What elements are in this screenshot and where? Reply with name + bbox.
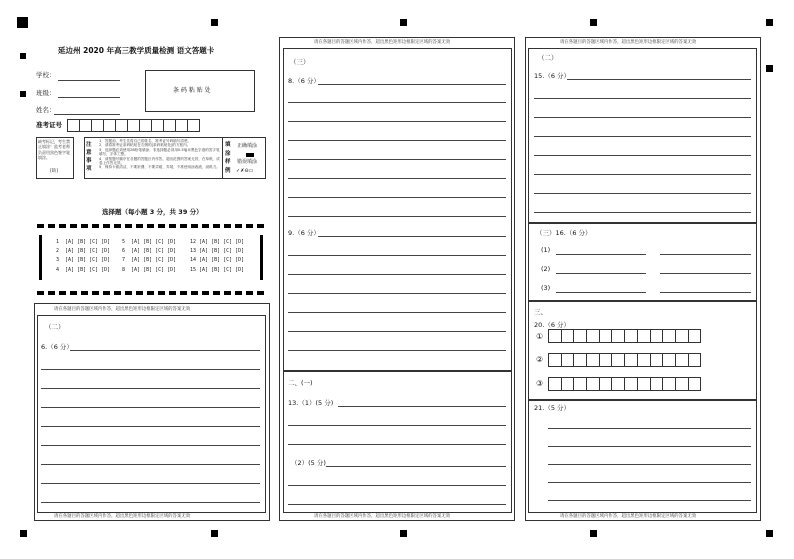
answer-line[interactable] <box>41 483 260 484</box>
registration-mark <box>766 530 773 537</box>
notice-text: 请在各题目的答题区域内作答，超出黑色矩形边框限定区域的答案无效 <box>54 514 191 519</box>
answer-frame-col2-bottom <box>283 371 512 513</box>
answer-line[interactable] <box>288 255 506 256</box>
question-13-1-label: 13.（1）(5 分) <box>288 399 334 407</box>
answer-line[interactable] <box>660 273 751 274</box>
choice-border-left <box>39 235 42 280</box>
answer-line[interactable] <box>548 500 751 501</box>
choice-border-top <box>37 224 266 228</box>
registration-mark <box>20 53 26 59</box>
notice-text: 请在各题目的答题区域内作答，超出黑色矩形边框限定区域的答案无效 <box>560 40 697 45</box>
answer-line[interactable] <box>326 466 506 467</box>
answer-line[interactable] <box>534 155 751 156</box>
registration-mark <box>20 91 26 97</box>
answer-line[interactable] <box>567 79 751 80</box>
answer-line[interactable] <box>41 388 260 389</box>
registration-mark <box>211 19 218 26</box>
q16-item: (1) <box>541 246 551 254</box>
section-label: （三） <box>290 58 310 66</box>
section-label: 三、 <box>534 308 547 316</box>
name-field[interactable] <box>54 114 120 115</box>
divider <box>222 137 223 179</box>
answer-line[interactable] <box>660 254 751 255</box>
barcode-label: 条 码 粘 贴 处 <box>173 87 211 94</box>
answer-line[interactable] <box>41 426 260 427</box>
answer-line[interactable] <box>534 212 751 213</box>
q16-item: (2) <box>541 265 551 273</box>
exam-number-label: 准考证号 <box>36 121 62 129</box>
question-20-label: 20.（6 分） <box>534 321 571 329</box>
name-label: 姓名： <box>36 106 56 114</box>
answer-line[interactable] <box>556 254 646 255</box>
class-field[interactable] <box>58 97 120 98</box>
answer-line[interactable] <box>660 292 751 293</box>
answer-line[interactable] <box>41 445 260 446</box>
answer-line[interactable] <box>534 174 751 175</box>
note-item: 1．答题前，考生先将自己的姓名、准考证号码填写清楚。 <box>99 139 192 143</box>
section-label: 二、(一) <box>288 379 313 387</box>
note-item: 5．保持卡面清洁，不要折叠、不要弄破、弄皱，不准使用涂改液、刮纸刀。 <box>99 165 220 170</box>
answer-line[interactable] <box>70 350 260 351</box>
registration-mark <box>20 530 27 537</box>
notice-text: 请在各题目的答题区域内作答，超出黑色矩形边框限定区域的答案无效 <box>314 40 451 45</box>
note-item: 2．请将准考证条码粘贴在右侧的[条码粘贴处]的方框内。 <box>99 143 191 148</box>
fill-correct-sample <box>246 153 254 157</box>
registration-mark <box>17 17 28 28</box>
answer-line[interactable] <box>548 428 751 429</box>
registration-mark <box>400 530 407 537</box>
notice-text: 请在各题目的答题区域内作答，超出黑色矩形边框限定区域的答案无效 <box>560 514 697 519</box>
answer-line[interactable] <box>318 236 506 237</box>
answer-line[interactable] <box>288 140 506 141</box>
notice-text: 请在各题目的答题区域内作答，超出黑色矩形边框限定区域的答案无效 <box>54 307 191 312</box>
question-16-label: （三）16.（6 分） <box>536 229 592 237</box>
answer-line[interactable] <box>534 117 751 118</box>
q20-item: ② <box>536 355 544 364</box>
fill-wrong-label: 错误填涂 <box>237 159 258 165</box>
answer-line[interactable] <box>288 159 506 160</box>
class-label: 班级： <box>36 89 56 97</box>
absent-marker[interactable]: [缺] <box>50 169 59 174</box>
registration-mark <box>590 530 597 537</box>
registration-mark <box>400 19 407 26</box>
answer-line[interactable] <box>288 216 506 217</box>
choice-column[interactable]: 12 [A] [B] [C] [D] 13 [A] [B] [C] [D] 14 [A] [B] [C] [D] 15 [A] [B] [C] [D] <box>190 239 245 273</box>
answer-line[interactable] <box>288 121 506 122</box>
answer-line[interactable] <box>288 350 506 351</box>
question-13-2-label: （2）(5 分) <box>291 459 326 467</box>
answer-line[interactable] <box>534 136 751 137</box>
choice-border-bottom <box>37 291 266 295</box>
answer-line[interactable] <box>288 178 506 179</box>
answer-line[interactable] <box>288 102 506 103</box>
q20-boxes[interactable] <box>548 329 700 343</box>
absent-mark-text: 缺考标记，考生禁止填涂！监考老师负责用黑色签字笔填涂。 <box>38 139 70 161</box>
notes-title: 注意事项 <box>86 142 92 172</box>
choice-column[interactable]: 5 [A] [B] [C] [D] 6 [A] [B] [C] [D] 7 [A] [B] [C] [D] 8 [A] [B] [C] [D] <box>122 239 177 273</box>
answer-line[interactable] <box>288 197 506 198</box>
q20-item: ③ <box>536 379 544 388</box>
answer-line[interactable] <box>338 406 506 407</box>
answer-line[interactable] <box>288 331 506 332</box>
answer-line[interactable] <box>288 444 506 445</box>
answer-line[interactable] <box>318 84 506 85</box>
note-item: 3．选择题必须使用2B铅笔填涂；非选择题必须用0.5毫米黑色字迹的签字笔填写，字体工整。 <box>99 147 220 157</box>
answer-line[interactable] <box>288 504 506 505</box>
section-label: （二） <box>45 323 65 331</box>
registration-mark <box>590 19 597 26</box>
question-8-label: 8.（6 分） <box>288 77 320 85</box>
answer-line[interactable] <box>41 369 260 370</box>
answer-line[interactable] <box>548 446 751 447</box>
choice-column[interactable]: 1 [A] [B] [C] [D] 2 [A] [B] [C] [D] 3 [A] [B] [C] [D] 4 [A] [B] [C] [D] <box>56 239 111 273</box>
registration-mark <box>766 65 773 72</box>
answer-line[interactable] <box>556 292 646 293</box>
question-21-label: 21.（5 分） <box>534 404 571 412</box>
answer-line[interactable] <box>534 193 751 194</box>
answer-frame-col3-d <box>528 400 757 513</box>
answer-line[interactable] <box>288 485 506 486</box>
q16-item: (3) <box>541 284 551 292</box>
page-title: 延边州 2020 年高三教学质量检测 语文答题卡 <box>58 46 215 55</box>
choice-border-right <box>260 235 263 280</box>
q20-item: ① <box>536 332 544 341</box>
question-15-label: 15.（6 分） <box>534 72 571 80</box>
answer-line[interactable] <box>41 464 260 465</box>
choice-heading: 选择题（每小题 3 分，共 39 分） <box>102 208 203 216</box>
section-label: （二） <box>538 54 558 62</box>
answer-line[interactable] <box>41 407 260 408</box>
q20-boxes[interactable] <box>548 377 700 391</box>
note-item: 4．请按题号顺序在各题的答题区内作答，超出范围的答案无效，在草纸、试卷上作答无效。 <box>99 156 220 166</box>
answer-line[interactable] <box>548 464 751 465</box>
exam-number-boxes[interactable] <box>67 119 199 132</box>
question-6-label: 6.（6 分） <box>41 343 73 351</box>
fill-example-title: 填涂样例 <box>225 142 231 174</box>
notice-text: 请在各题目的答题区域内作答，超出黑色矩形边框限定区域的答案无效 <box>314 514 451 519</box>
fill-wrong-sample: ✓✗⊖▭ <box>236 168 254 174</box>
answer-line[interactable] <box>288 293 506 294</box>
q20-boxes[interactable] <box>548 353 700 367</box>
fill-correct-label: 正确填涂 <box>237 143 258 149</box>
answer-line[interactable] <box>288 274 506 275</box>
answer-line[interactable] <box>534 98 751 99</box>
registration-mark <box>211 530 218 537</box>
school-label: 学校： <box>36 71 56 79</box>
question-9-label: 9.（6 分） <box>288 229 320 237</box>
school-field[interactable] <box>58 80 120 81</box>
answer-line[interactable] <box>288 425 506 426</box>
answer-frame-col2-top <box>283 48 512 371</box>
answer-line[interactable] <box>41 502 260 503</box>
registration-mark <box>766 19 773 26</box>
answer-line[interactable] <box>556 273 646 274</box>
notes-list <box>99 139 223 170</box>
answer-line[interactable] <box>288 312 506 313</box>
answer-line[interactable] <box>548 482 751 483</box>
